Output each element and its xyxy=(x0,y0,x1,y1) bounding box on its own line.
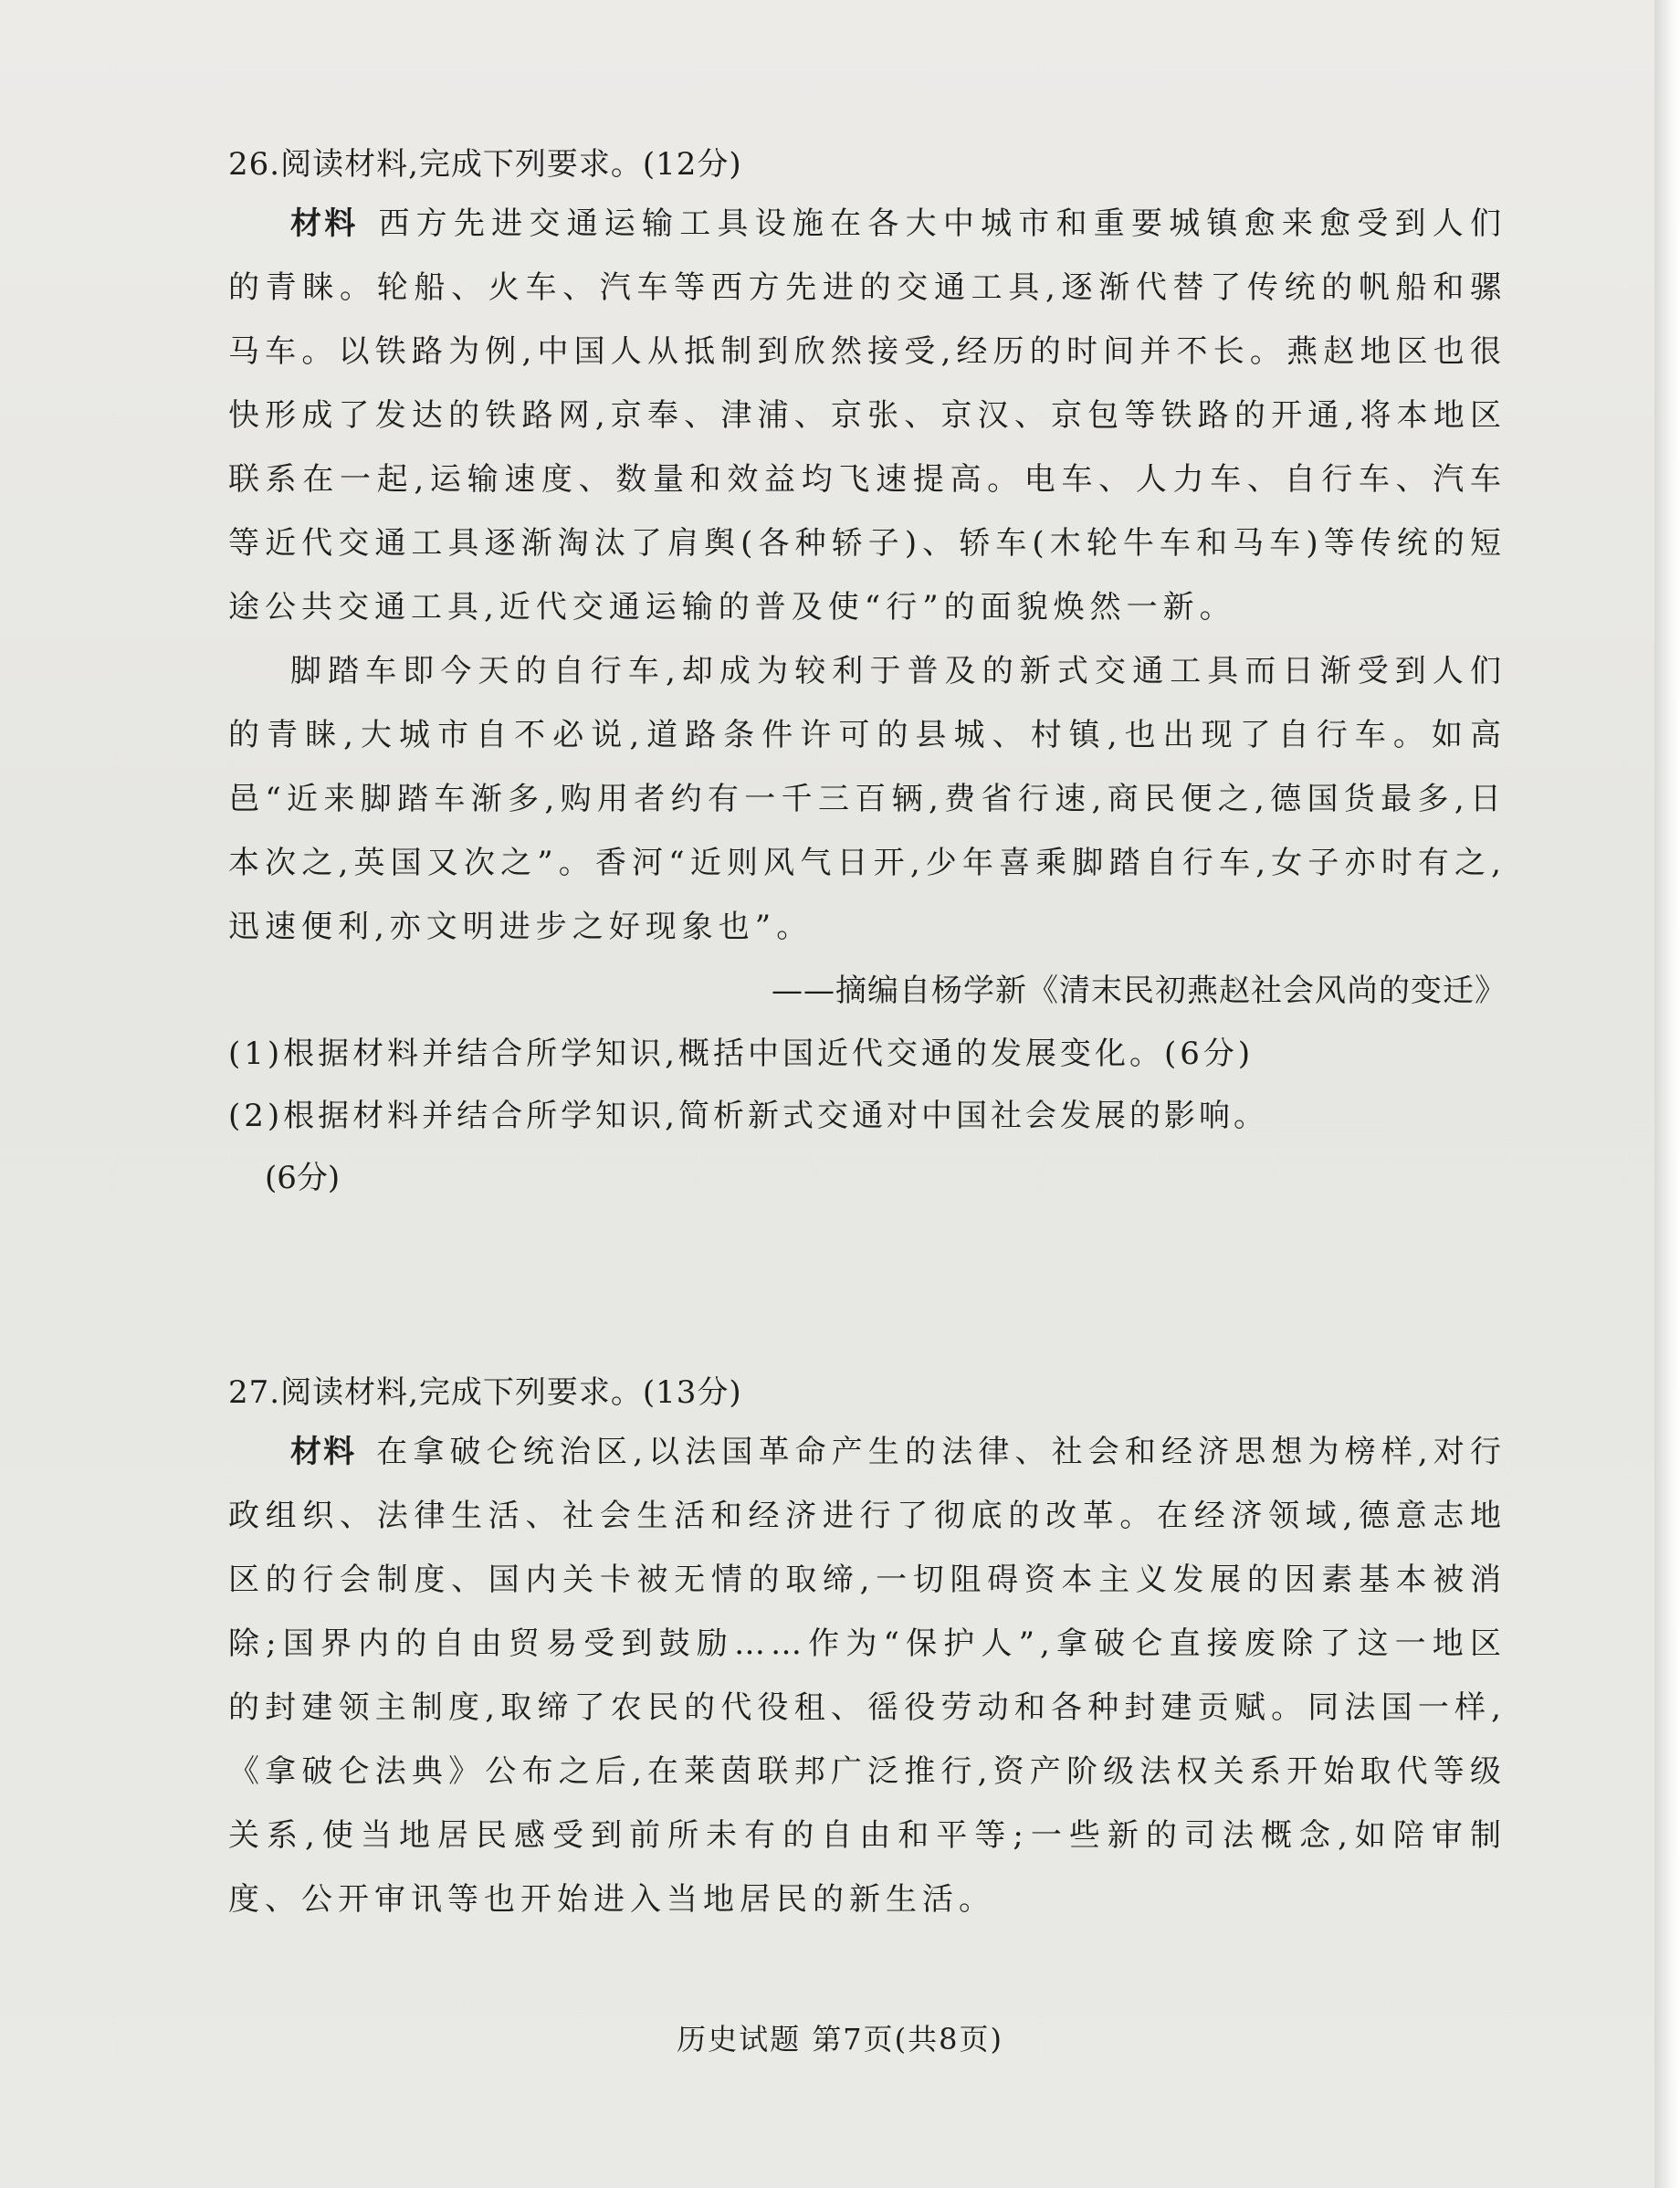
question-27 xyxy=(228,1365,1507,1931)
material-label: 材料 xyxy=(290,205,359,242)
question-26-material-paragraph-2: 脚踏车即今天的自行车,却成为较利于普及的新式交通工具而日渐受到人们的青睐,大城市自不必说,道路条件许可的县城、村镇,也出现了自行车。如高邑“近来脚踏车渐多,购用者约有一千三百辆,费省行速,商民便之,德国货最多,日本次之,英国又次之”。香河“近则风气日开,少年喜乘脚踏自行车,女子亦时有之,迅速便利,亦文明进步之好现象也”。 xyxy=(228,653,1507,945)
material-text-27: 在拿破仑统治区,以法国革命产生的法律、社会和经济思想为榜样,对行政组织、法律生活、社会生活和经济进行了彻底的改革。在经济领域,德意志地区的行会制度、国内关卡被无情的取缔,一切阻碍资本主义发展的因素基本被消除;国界内的自由贸易受到鼓励……作为“保护人”,拿破仑直接废除了这一地区的封建领主制度,取缔了农民的代役租、徭役劳动和各种封建贡赋。同法国一样,《拿破仑法典》公布之后,在莱茵联邦广泛推行,资产阶级法权关系开始取代等级关系,使当地居民感受到前所未有的自由和平等;一些新的司法概念,如陪审制度、公开审讯等也开始进入当地居民的新生活。 xyxy=(228,1434,1507,1918)
question-26-title: 26.阅读材料,完成下列要求。(12分) xyxy=(228,146,742,183)
question-26 xyxy=(228,137,1507,1209)
material-text-1: 西方先进交通运输工具设施在各大中城市和重要城镇愈来愈受到人们的青睐。轮船、火车、汽车等西方先进的交通工具,逐渐代替了传统的帆船和骡马车。以铁路为例,中国人从抵制到欣然接受,经历的时间并不长。燕赵地区也很快形成了发达的铁路网,京奉、津浦、京张、京汉、京包等铁路的开通,将本地区联系在一起,运输速度、数量和效益均飞速提高。电车、人力车、自行车、汽车等近代交通工具逐渐淘汰了肩舆(各种轿子)、轿车(木轮牛车和马车)等传统的短途公共交通工具,近代交通运输的普及使“行”的面貌焕然一新。 xyxy=(228,205,1507,626)
material-label: 材料 xyxy=(290,1434,357,1470)
question-27-title: 27.阅读材料,完成下列要求。(13分) xyxy=(228,1374,742,1411)
sub-question-2: (2)根据材料并结合所学知识,简析新式交通对中国社会发展的影响。 xyxy=(228,1098,1268,1134)
question-27-material-paragraph-1 xyxy=(228,1420,1507,1931)
sub-question-2-score: (6分) xyxy=(265,1160,341,1196)
material-source: ——摘编自杨学新《清末民初燕赵社会风尚的变迁》 xyxy=(772,973,1507,1009)
sub-question-1: (1)根据材料并结合所学知识,概括中国近代交通的发展变化。(6分) xyxy=(228,1036,1255,1072)
page-edge-shadow xyxy=(1654,0,1680,2188)
question-26-material-paragraph-1 xyxy=(228,192,1507,639)
page-footer: 历史试题 第7页(共8页) xyxy=(677,2022,1003,2057)
